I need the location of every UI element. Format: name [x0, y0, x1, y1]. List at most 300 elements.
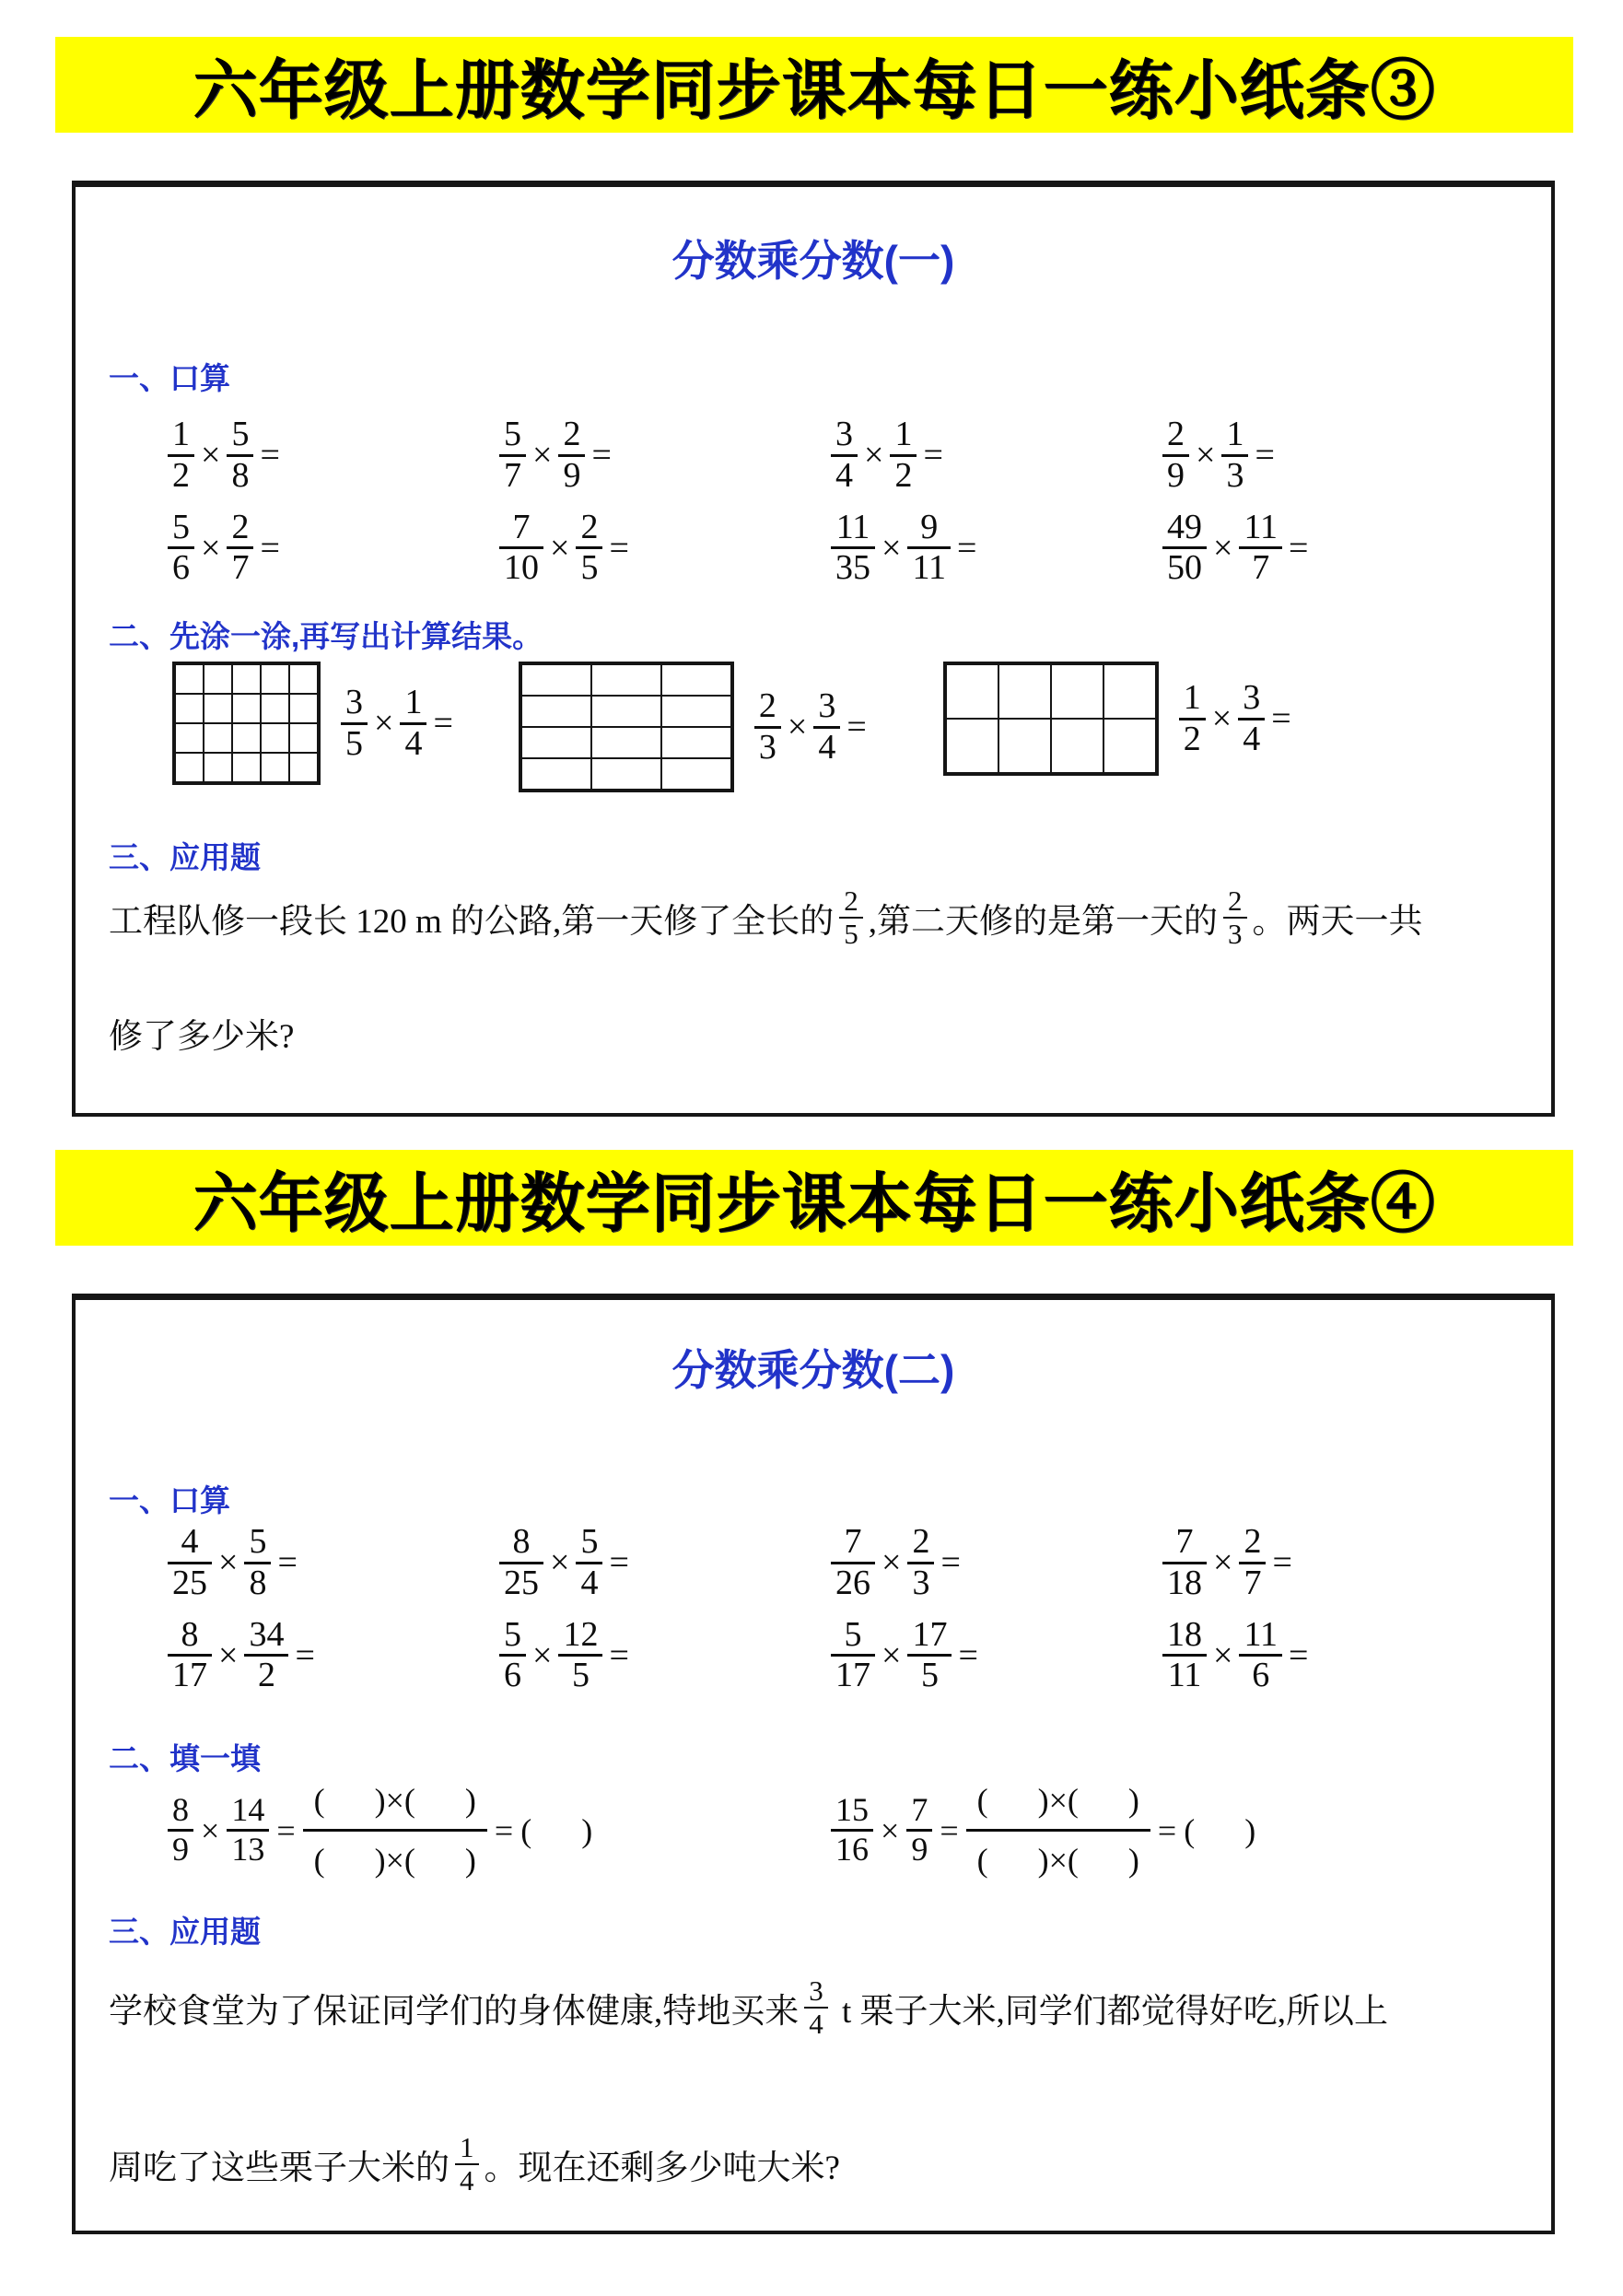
times-sign: × — [550, 1543, 570, 1583]
fraction — [839, 885, 863, 950]
numerator: 4 — [181, 1522, 199, 1561]
numerator: 14 — [231, 1791, 265, 1829]
equals-sign: = — [1157, 1811, 1177, 1849]
worksheet-card-1 — [72, 181, 1555, 1117]
denominator: 2 — [244, 1654, 288, 1695]
numerator: 3 — [809, 1974, 823, 2007]
fraction — [813, 687, 840, 767]
numerator: 3 — [818, 685, 836, 725]
fraction — [831, 416, 858, 496]
equals-sign: = — [958, 1635, 978, 1675]
fraction-multiplication — [168, 509, 282, 589]
fraction-multiplication — [754, 687, 869, 767]
times-sign: × — [1213, 1635, 1233, 1675]
oral-problem — [499, 1616, 831, 1696]
fraction — [455, 2132, 479, 2196]
numerator: 1 — [1183, 677, 1201, 717]
grid-cell — [591, 696, 661, 727]
banner-title-4: 六年级上册数学同步课本每日一练小纸条④ — [193, 1166, 1436, 1239]
section-heading-paint: 二、先涂一涂,再写出计算结果。 — [109, 619, 543, 653]
worksheet-title-2: 分数乘分数(二) — [671, 1346, 955, 1394]
fraction-multiplication — [1179, 679, 1293, 759]
grid-cell — [175, 723, 204, 753]
fraction-multiplication — [1162, 509, 1310, 589]
fraction — [227, 416, 253, 496]
times-sign: × — [218, 1543, 239, 1583]
blank-denominator-parens: ( )×( ) — [966, 1829, 1150, 1881]
denominator: 3 — [1221, 454, 1248, 496]
oral-problem — [168, 416, 499, 496]
grid-cell — [661, 696, 731, 727]
fraction — [1162, 416, 1189, 496]
equals-sign: = — [1272, 1543, 1292, 1583]
grid-cell — [998, 664, 1051, 719]
grid-cell — [521, 664, 591, 696]
word-problem-text: t 栗子大米,同学们都觉得好吃,所以上 — [833, 1993, 1389, 2031]
fraction-multiplication — [831, 509, 978, 589]
grid-cell — [289, 694, 318, 723]
denominator: 5 — [839, 917, 863, 950]
denominator: 35 — [831, 546, 875, 588]
banner-title-3: 六年级上册数学同步课本每日一练小纸条③ — [193, 53, 1436, 126]
fraction — [400, 684, 426, 764]
grid-cell — [261, 753, 289, 782]
times-sign: × — [218, 1635, 239, 1675]
fraction — [227, 509, 253, 589]
oral-problem — [168, 509, 499, 589]
fraction — [499, 509, 543, 589]
oral-problem — [168, 1616, 499, 1696]
word-problem-text: ,第二天修的是第一天的 — [868, 903, 1219, 941]
grid-cell — [289, 753, 318, 782]
numerator: 1 — [404, 682, 423, 721]
fraction-multiplication — [1162, 416, 1277, 496]
times-sign: × — [201, 436, 221, 475]
grid-cell — [661, 664, 731, 696]
denominator: 9 — [168, 1829, 193, 1868]
section-heading-word-2: 三、应用题 — [109, 1915, 261, 1949]
numerator: 2 — [580, 507, 599, 546]
paint-grid — [943, 662, 1159, 776]
worksheet-card-2 — [72, 1294, 1555, 2234]
times-sign: × — [532, 1635, 553, 1675]
denominator: 9 — [906, 1829, 932, 1868]
numerator: 5 — [504, 1614, 521, 1654]
worksheet-title-1: 分数乘分数(一) — [671, 237, 955, 285]
equals-sign: = — [847, 708, 867, 746]
oral-problem — [168, 1523, 499, 1603]
times-sign: × — [374, 704, 394, 743]
paint-problem — [172, 662, 455, 785]
fill-problem — [168, 1779, 831, 1881]
grid-cell — [1051, 719, 1103, 773]
blank-fraction — [303, 1779, 487, 1881]
word-problem-text: 。两天一共 — [1252, 903, 1423, 941]
equals-sign: = — [923, 436, 943, 475]
denominator: 6 — [168, 546, 194, 588]
denominator: 8 — [227, 454, 253, 496]
grid-cell — [946, 719, 998, 773]
denominator: 3 — [907, 1562, 934, 1603]
denominator: 11 — [1162, 1654, 1207, 1695]
denominator: 5 — [907, 1654, 952, 1695]
denominator: 25 — [168, 1562, 212, 1603]
numerator: 8 — [181, 1614, 199, 1654]
numerator: 17 — [912, 1614, 948, 1654]
oral-problem — [831, 509, 1162, 589]
word-problem-text: 修了多少米? — [109, 1018, 295, 1056]
fraction — [576, 1523, 602, 1603]
times-sign: × — [201, 1811, 220, 1849]
numerator: 1 — [1226, 415, 1244, 453]
numerator: 3 — [835, 415, 853, 453]
numerator: 2 — [563, 415, 581, 453]
section-heading-oral-2: 一、口算 — [109, 1483, 230, 1517]
fraction — [499, 416, 526, 496]
oral-problem — [1162, 1523, 1494, 1603]
numerator: 2 — [231, 507, 250, 546]
fraction — [1223, 885, 1247, 950]
denominator: 7 — [227, 546, 253, 588]
numerator: 8 — [512, 1522, 531, 1561]
fraction — [831, 1616, 875, 1696]
blank-fraction — [966, 1779, 1150, 1881]
denominator: 3 — [754, 726, 781, 767]
numerator: 5 — [249, 1522, 267, 1561]
times-sign: × — [550, 528, 570, 568]
fraction — [227, 1792, 269, 1868]
denominator: 5 — [341, 722, 368, 764]
grid-cell — [289, 723, 318, 753]
grid-cell — [232, 694, 261, 723]
numerator: 11 — [1244, 1614, 1279, 1654]
fraction — [168, 1616, 212, 1696]
fraction — [244, 1616, 288, 1696]
fraction-multiplication — [168, 416, 282, 496]
numerator: 2 — [844, 884, 858, 917]
denominator: 17 — [168, 1654, 212, 1695]
blank-result-parens: ( ) — [1184, 1811, 1256, 1849]
numerator: 1 — [894, 415, 913, 453]
equals-sign: = — [591, 436, 612, 475]
fraction-multiplication — [499, 1523, 631, 1603]
fraction-multiplication — [1162, 1616, 1310, 1696]
fraction-multiplication — [1162, 1523, 1294, 1603]
grid-cell — [591, 758, 661, 790]
denominator: 4 — [400, 722, 426, 764]
section-heading-fill: 二、填一填 — [109, 1741, 261, 1775]
numerator: 1 — [172, 415, 190, 453]
fraction — [1239, 1523, 1266, 1603]
grid-cell — [289, 664, 318, 694]
banner-strip-4 — [55, 1150, 1573, 1246]
fraction-multiplication — [831, 416, 945, 496]
denominator: 26 — [831, 1562, 875, 1603]
equals-sign: = — [1271, 699, 1291, 738]
numerator: 5 — [504, 415, 521, 453]
oral-problem — [831, 1616, 1162, 1696]
numerator: 49 — [1167, 507, 1202, 546]
section-heading-word-1: 三、应用题 — [109, 840, 261, 874]
numerator: 7 — [1175, 1522, 1194, 1561]
oral-problem — [1162, 1616, 1494, 1696]
fraction — [1179, 679, 1206, 759]
word-problem-line-2b — [109, 2091, 1524, 2238]
numerator: 11 — [1244, 507, 1279, 546]
fraction — [890, 416, 917, 496]
equals-sign: = — [609, 1635, 629, 1675]
numerator: 2 — [1244, 1522, 1262, 1561]
fraction — [499, 1616, 526, 1696]
paint-grids-row — [172, 662, 1293, 792]
times-sign: × — [787, 708, 808, 746]
times-sign: × — [882, 1543, 902, 1583]
oral-problems-grid-1 — [168, 416, 1494, 588]
fraction — [831, 1792, 873, 1868]
denominator: 7 — [1239, 546, 1282, 588]
fraction — [831, 509, 875, 589]
times-sign: × — [864, 436, 884, 475]
grid-cell — [521, 758, 591, 790]
word-problem-text: 学校食堂为了保证同学们的身体健康,特地买来 — [109, 1993, 800, 2031]
denominator: 9 — [1162, 454, 1189, 496]
fraction — [1162, 509, 1207, 589]
grid-cell — [521, 727, 591, 758]
word-problem-text: 周吃了这些栗子大米的 — [109, 2150, 450, 2187]
fraction-multiplication — [499, 509, 631, 589]
numerator: 15 — [835, 1791, 869, 1829]
denominator: 2 — [1179, 718, 1206, 759]
denominator: 10 — [499, 546, 543, 588]
times-sign: × — [882, 1635, 902, 1675]
blank-denominator-parens: ( )×( ) — [303, 1829, 487, 1881]
paint-problem — [519, 662, 869, 792]
times-sign: × — [882, 528, 902, 568]
numerator: 12 — [563, 1614, 599, 1654]
fraction — [907, 1616, 952, 1696]
fraction-multiplication — [499, 1616, 631, 1696]
numerator: 9 — [920, 507, 939, 546]
equals-sign: = — [957, 528, 977, 568]
grid-cell — [521, 696, 591, 727]
denominator: 7 — [499, 454, 526, 496]
grid-cell — [232, 753, 261, 782]
grid-cell — [175, 694, 204, 723]
grid-cell — [261, 723, 289, 753]
oral-problem — [499, 509, 831, 589]
fraction — [499, 1523, 543, 1603]
equals-sign: = — [260, 436, 280, 475]
fraction-multiplication — [831, 1616, 980, 1696]
section-heading-oral-1: 一、口算 — [109, 361, 230, 395]
equals-sign: = — [1289, 528, 1309, 568]
grid-cell — [998, 719, 1051, 773]
fraction — [831, 1523, 875, 1603]
fraction — [244, 1523, 271, 1603]
denominator: 4 — [576, 1562, 602, 1603]
grid-cell — [204, 723, 232, 753]
numerator: 7 — [911, 1791, 928, 1829]
grid-cell — [1051, 664, 1103, 719]
numerator: 18 — [1167, 1614, 1202, 1654]
fraction — [804, 1975, 828, 2040]
numerator: 3 — [345, 682, 363, 721]
fraction — [907, 509, 951, 589]
grid-cell — [232, 664, 261, 694]
denominator: 16 — [831, 1829, 873, 1868]
fraction — [576, 509, 602, 589]
fraction-multiplication — [168, 1523, 299, 1603]
word-problem-text: 。现在还剩多少吨大米? — [484, 2150, 840, 2187]
fill-in-row — [168, 1779, 1255, 1881]
oral-problem — [1162, 509, 1494, 589]
fraction-multiplication — [341, 684, 455, 764]
denominator: 13 — [227, 1829, 269, 1868]
numerator: 2 — [1228, 884, 1243, 917]
fraction — [1238, 679, 1265, 759]
fraction — [906, 1792, 932, 1868]
grid-cell — [661, 727, 731, 758]
times-sign: × — [532, 436, 553, 475]
denominator: 7 — [1239, 1562, 1266, 1603]
grid-cell — [204, 664, 232, 694]
fraction — [1162, 1523, 1207, 1603]
numerator: 11 — [835, 507, 870, 546]
fraction-multiplication — [499, 416, 613, 496]
blank-numerator-parens: ( )×( ) — [313, 1782, 476, 1819]
grid-cell — [175, 664, 204, 694]
equals-sign: = — [609, 528, 629, 568]
numerator: 8 — [172, 1791, 189, 1829]
equals-sign: = — [295, 1635, 315, 1675]
denominator: 4 — [813, 726, 840, 767]
numerator: 1 — [460, 2130, 474, 2163]
denominator: 25 — [499, 1562, 543, 1603]
times-sign: × — [1196, 436, 1216, 475]
fraction — [1162, 1616, 1207, 1696]
grid-cell — [591, 664, 661, 696]
grid-cell — [261, 664, 289, 694]
fraction — [1239, 509, 1282, 589]
paint-grid — [172, 662, 321, 785]
blank-numerator-parens: ( )×( ) — [976, 1782, 1139, 1819]
word-problem-text: 工程队修一段长 120 m 的公路,第一天修了全长的 — [109, 903, 835, 941]
denominator: 4 — [1238, 718, 1265, 759]
grid-cell — [946, 664, 998, 719]
grid-cell — [204, 753, 232, 782]
equals-sign: = — [1289, 1635, 1309, 1675]
grid-cell — [175, 753, 204, 782]
equals-sign: = — [277, 1543, 298, 1583]
fraction — [168, 1792, 193, 1868]
oral-problem — [831, 416, 1162, 496]
equals-sign: = — [276, 1811, 296, 1849]
denominator: 4 — [804, 2007, 828, 2040]
oral-problems-grid-2 — [168, 1523, 1494, 1695]
denominator: 18 — [1162, 1562, 1207, 1603]
grid-cell — [1103, 664, 1156, 719]
grid-cell — [204, 694, 232, 723]
paint-grid — [519, 662, 734, 792]
fraction — [907, 1523, 934, 1603]
oral-problem — [499, 416, 831, 496]
oral-problem — [1162, 416, 1494, 496]
numerator: 2 — [912, 1522, 930, 1561]
fraction — [558, 1616, 602, 1696]
banner-strip-3 — [55, 37, 1573, 133]
paint-problem — [943, 662, 1293, 776]
equals-sign: = — [1255, 436, 1275, 475]
denominator: 4 — [455, 2163, 479, 2196]
denominator: 5 — [558, 1654, 602, 1695]
denominator: 11 — [907, 546, 951, 588]
times-sign: × — [1211, 699, 1232, 738]
word-problem-line-1b — [109, 1005, 1524, 1060]
denominator: 6 — [1239, 1654, 1282, 1695]
word-problem-line-2a — [109, 1934, 1524, 2081]
grid-cell — [232, 723, 261, 753]
word-problem-line-1a — [109, 849, 1524, 987]
fraction — [558, 416, 585, 496]
denominator: 4 — [831, 454, 858, 496]
denominator: 2 — [890, 454, 917, 496]
fill-problem — [831, 1779, 1255, 1881]
grid-cell — [1103, 719, 1156, 773]
grid-cell — [591, 727, 661, 758]
denominator: 3 — [1223, 917, 1247, 950]
equals-sign: = — [940, 1543, 961, 1583]
numerator: 2 — [1167, 415, 1185, 453]
equals-sign: = — [494, 1811, 514, 1849]
grid-cell — [261, 694, 289, 723]
fraction-multiplication — [831, 1523, 963, 1603]
times-sign: × — [1213, 528, 1233, 568]
grid-cell — [661, 758, 731, 790]
numerator: 7 — [512, 507, 531, 546]
denominator: 2 — [168, 454, 194, 496]
denominator: 50 — [1162, 546, 1207, 588]
denominator: 17 — [831, 1654, 875, 1695]
equals-sign: = — [260, 528, 280, 568]
times-sign: × — [881, 1811, 900, 1849]
equals-sign: = — [940, 1811, 959, 1849]
fraction — [341, 684, 368, 764]
times-sign: × — [201, 528, 221, 568]
fraction — [754, 687, 781, 767]
denominator: 6 — [499, 1654, 526, 1695]
oral-problem — [831, 1523, 1162, 1603]
numerator: 5 — [172, 507, 190, 546]
denominator: 9 — [558, 454, 585, 496]
fraction — [1239, 1616, 1282, 1696]
times-sign: × — [1213, 1543, 1233, 1583]
equals-sign: = — [609, 1543, 629, 1583]
denominator: 5 — [576, 546, 602, 588]
blank-result-parens: ( ) — [520, 1811, 593, 1849]
numerator: 7 — [844, 1522, 862, 1561]
fraction — [168, 1523, 212, 1603]
numerator: 2 — [758, 685, 776, 725]
numerator: 3 — [1243, 677, 1261, 717]
fraction-multiplication — [168, 1616, 317, 1696]
fraction — [168, 509, 194, 589]
numerator: 5 — [844, 1614, 862, 1654]
numerator: 5 — [580, 1522, 599, 1561]
oral-problem — [499, 1523, 831, 1603]
fraction — [1221, 416, 1248, 496]
numerator: 5 — [231, 415, 250, 453]
denominator: 8 — [244, 1562, 271, 1603]
